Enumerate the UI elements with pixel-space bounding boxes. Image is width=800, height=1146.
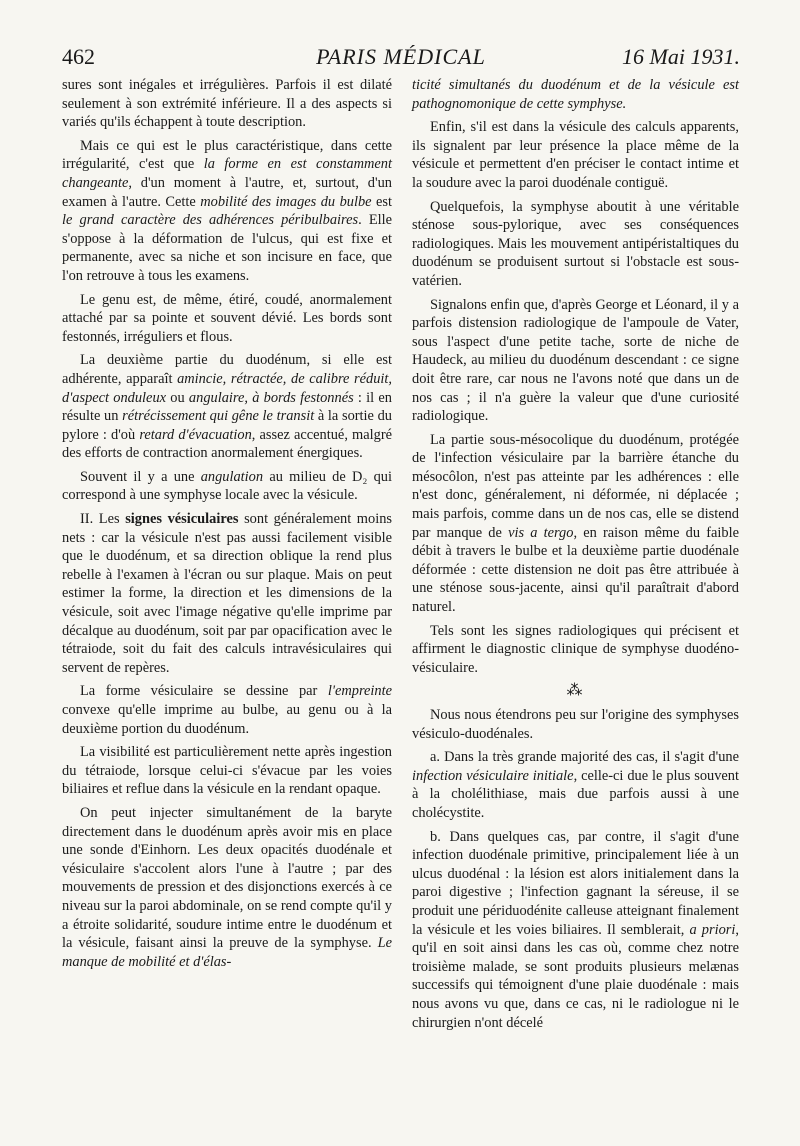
issue-date: 16 Mai 1931. [622, 44, 740, 69]
paragraph: ticité simultanés du duodénum et de la vésicule est pathognomonique de cette symphyse. [412, 77, 739, 112]
running-header [62, 44, 740, 74]
paragraph: On peut injecter simultanément de la baryte directement dans le duodénum après avoir mis en place une sonde d'Einhorn. Les deux opacités duodénale et vésiculaire s'accolent alors l'une à l'autre ; par des mouvements de pression et des disjonctions exercés à ce niveau sur la paroi abdominale, on se rend compte qu'il y a étroite solidarité, soudure intime entre le duodénum et la vésicule, faisant ainsi la preuve de la symphyse. Le manque de mobilité et d'élas- [62, 804, 392, 970]
right-column [412, 76, 739, 1037]
journal-title: PARIS MÉDICAL [316, 44, 486, 69]
paragraph: La partie sous-mésocolique du duodénum, protégée de l'infection vésiculaire par la barrière étanche du mésocôlon, n'est pas atteinte par les adhérences : elle n'est donc, généralement, ni déformée, ni déplacée ; mais parfois, comme dans un de nos cas, elle se distend par manque de vis a tergo, en raison même du faible débit à travers le bulbe et la deuxième partie duodénale déformée : cette distension ne doit pas être attribuée à une sténose sous-jacente, ainsi qu'il paraîtrait d'abord naturel. [412, 431, 740, 616]
paragraph: II. Les signes vésiculaires sont généralement moins nets : car la vésicule n'est pas aussi facilement visible que le duodénum, et sa direction oblique la rend plus rebelle à l'examen à l'écran ou sur plaque. Mais on peut estimer la forme, la direction et les dimensions de la vésicule, soit avec l'image négative qu'elle imprime par décalque au duodénum, soit par par opacification avec le tétraiode, soit du fait des calculs intravésiculaires qui servent de repères. [62, 511, 392, 676]
left-column [62, 76, 392, 976]
paragraph: Enfin, s'il est dans la vésicule des calculs apparents, ils signalent par leur présence la place même de la vésicule et permettent d'en préciser le contact intime et la soudure avec la paroi duodénale contiguë. [412, 119, 739, 191]
paragraph: Signalons enfin que, d'après George et Léonard, il y a parfois distension radiologique de l'ampoule de Vater, sous l'aspect d'une petite tache, sorte de niche de Haudeck, au milieu du duodénum descendant : ce signe doit être rare, car nous ne l'avons noté que dans un de nos cas ; il n'a guère la valeur que d'une curiosité radiologique. [412, 296, 739, 425]
paragraph: a. Dans la très grande majorité des cas, il s'agit d'une infection vésiculaire initiale, celle-ci due le plus souvent à la cholélithiase, mais due parfois aussi à une cholécystite. [412, 749, 739, 821]
paragraph: Souvent il y a une angulation au milieu de D₂ qui correspond à une symphyse locale avec la vésicule. [62, 468, 392, 504]
page-number: 462 [62, 44, 95, 69]
paragraph: La forme vésiculaire se dessine par l'empreinte convexe qu'elle imprime au bulbe, au genu ou à la deuxième portion du duodénum. [62, 683, 392, 737]
paragraph: sures sont inégales et irrégulières. Parfois il est dilaté seulement à son extrémité inférieure. Il a des aspects si variés qu'ils échappent à toute description. [62, 77, 392, 131]
paragraph: Quelquefois, la symphyse aboutit à une véritable sténose sous-pylorique, avec ses conséquences radiologiques. Mais les mouvement antipéristaltiques du duodénum se produisent surtout si l'obstacle est sous-vatérien. [412, 198, 739, 289]
paragraph: Le genu est, de même, étiré, coudé, anormalement attaché par sa pointe et souvent dévié. Les bords sont festonnés, irréguliers et flous. [62, 291, 392, 345]
paragraph: La visibilité est particulièrement nette après ingestion du tétraiode, lorsque celui-ci s'évacue par les voies biliaires et reflue dans la vésicule en la rendant opaque. [62, 744, 392, 798]
paragraph: Nous nous étendrons peu sur l'origine des symphyses vésiculo-duodénales. [412, 707, 739, 742]
section-separator-asterism: ⁂ [566, 682, 585, 700]
paragraph: b. Dans quelques cas, par contre, il s'agit d'une infection duodénale primitive, principalement liée à un ulcus duodénal : la lésion est alors initialement dans la paroi digestive ; l'infection gagnant la séreuse, il se produit une périduodénite calleuse atteignant finalement la vésicule et les voies biliaires. Il semblerait, a priori, qu'il en soit ainsi dans les cas où, comme chez notre troisième malade, se sont produits plusieurs melænas successifs qui témoignent d'une plaie duodénale : mais nous avons vu que, dans ce cas, ni le radiologue ni le chirurgien n'ont décelé [412, 828, 739, 1031]
paragraph: Tels sont les signes radiologiques qui précisent et affirment le diagnostic clinique de symphyse duodéno-vésiculaire. [412, 622, 739, 676]
paragraph: La deuxième partie du duodénum, si elle est adhérente, apparaît amincie, rétractée, de calibre réduit, d'aspect onduleux ou angulaire, à bords festonnés : il en résulte un rétrécissement qui gêne le transit à la sortie du pylore : d'où retard d'évacuation, assez accentué, malgré des efforts de contraction anormalement énergiques. [62, 352, 392, 462]
paragraph: Mais ce qui est le plus caractéristique, dans cette irrégularité, c'est que la forme en est constamment changeante, d'un moment à l'autre, et, surtout, d'un examen à l'autre. Cette mobilité des images du bulbe est le grand caractère des adhérences péribulbaires. Elle s'oppose à la déformation de l'ulcus, qui est fixe et permanente, avec sa niche et son incisure en face, que l'on retrouve à tous les examens. [62, 137, 393, 284]
